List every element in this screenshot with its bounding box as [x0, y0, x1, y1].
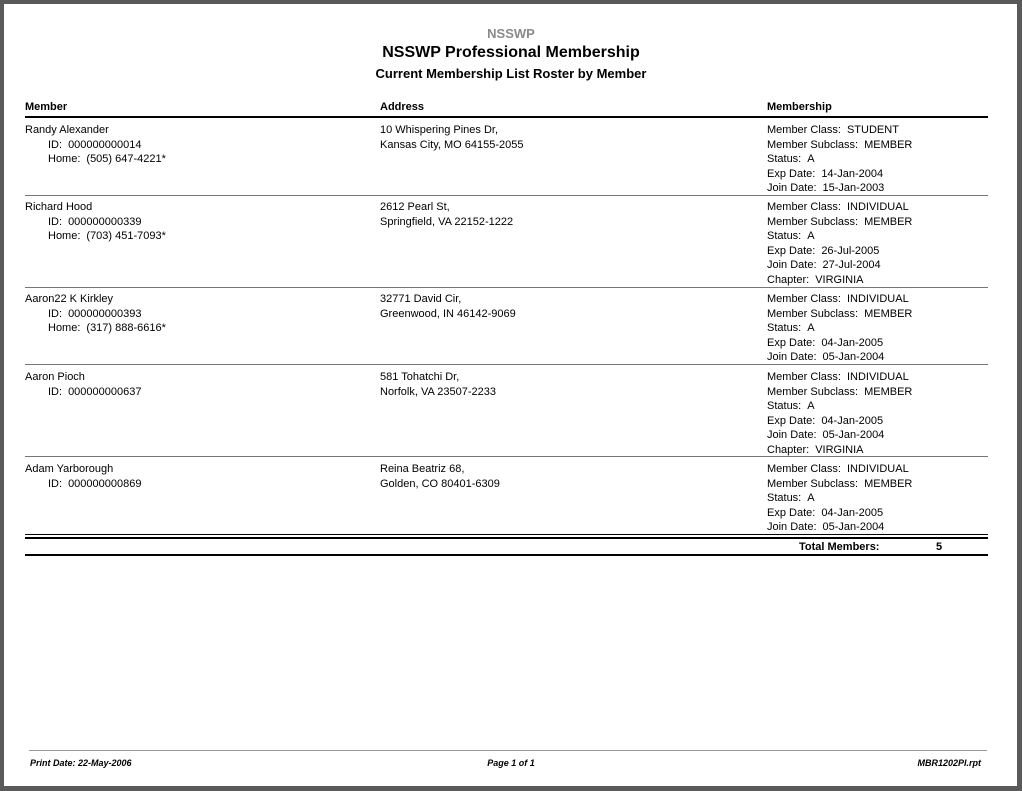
- member-id-label: ID:: [48, 477, 63, 490]
- exp-date: [767, 336, 987, 351]
- member-class-label: Member Class:: [767, 371, 841, 383]
- exp-date-label: Exp Date:: [767, 414, 816, 427]
- member-status-value: A: [807, 230, 815, 242]
- join-date-value: 05-Jan-2004: [822, 429, 885, 441]
- member-id-label: ID:: [48, 307, 63, 320]
- address-line-2: Norfolk, VA 23507-2233: [380, 385, 496, 398]
- join-date-label: Join Date:: [767, 182, 817, 194]
- member-class-value: INDIVIDUAL: [846, 201, 909, 213]
- address-line-2: Greenwood, IN 46142-9069: [380, 307, 516, 320]
- report-subtitle: Current Membership List Roster by Member: [375, 66, 647, 81]
- member-home-phone: [25, 152, 355, 167]
- print-date: Print Date: 22-May-2006: [30, 758, 132, 768]
- member-id-label: ID:: [48, 138, 63, 151]
- member-name: Richard Hood: [25, 201, 93, 213]
- member-status-value: A: [807, 400, 815, 412]
- membership-cell: [767, 200, 987, 287]
- total-members-label: Total Members:: [799, 541, 880, 553]
- totals-bottom-rule: [25, 554, 988, 556]
- exp-date-value: 26-Jul-2005: [821, 244, 880, 257]
- column-header-member: Member: [25, 101, 68, 113]
- address-line-1: Reina Beatriz 68,: [380, 463, 465, 475]
- member-status-value: A: [807, 492, 815, 504]
- member-id: [25, 385, 355, 400]
- member-home-phone: [25, 321, 355, 336]
- member-status-label: Status:: [767, 400, 802, 412]
- member-id-label: ID:: [48, 385, 63, 398]
- address-cell: [380, 200, 740, 229]
- member-class-value: INDIVIDUAL: [846, 371, 909, 383]
- member-id: [25, 477, 355, 492]
- join-date: [767, 428, 987, 443]
- member-id-value: 000000000637: [68, 385, 142, 398]
- address-line-2: Springfield, VA 22152-1222: [380, 215, 514, 228]
- member-subclass-value: MEMBER: [864, 307, 913, 320]
- exp-date-label: Exp Date:: [767, 336, 816, 349]
- member-subclass-value: MEMBER: [864, 385, 913, 398]
- exp-date-label: Exp Date:: [767, 167, 816, 180]
- member-status: [767, 152, 987, 167]
- member-home-value: (703) 451-7093*: [86, 230, 166, 242]
- chapter-label: Chapter:: [767, 443, 810, 456]
- member-class: [767, 200, 987, 215]
- member-status-label: Status:: [767, 322, 802, 334]
- chapter-value: VIRGINIA: [815, 273, 864, 286]
- address-line-1: 32771 David Cir,: [380, 293, 462, 305]
- join-date-value: 05-Jan-2004: [822, 351, 885, 363]
- member-subclass: [767, 385, 987, 400]
- membership-cell: [767, 462, 987, 535]
- member-class-value: INDIVIDUAL: [846, 463, 909, 475]
- page-number: Page 1 of 1: [487, 758, 535, 768]
- member-home-value: (317) 888-6616*: [86, 322, 166, 334]
- totals-top-thin-rule: [25, 534, 988, 535]
- member-id-value: 000000000014: [68, 138, 142, 151]
- row-separator: [25, 287, 988, 288]
- member-status: [767, 491, 987, 506]
- member-status: [767, 229, 987, 244]
- member-subclass-label: Member Subclass:: [767, 307, 859, 320]
- member-class-value: INDIVIDUAL: [846, 293, 909, 305]
- join-date-value: 15-Jan-2003: [822, 182, 885, 194]
- join-date: [767, 258, 987, 273]
- exp-date: [767, 244, 987, 259]
- exp-date: [767, 167, 987, 182]
- member-class-value: STUDENT: [846, 124, 899, 136]
- address-line-1: 10 Whispering Pines Dr,: [380, 124, 498, 136]
- exp-date-value: 14-Jan-2004: [821, 167, 884, 180]
- member-subclass-label: Member Subclass:: [767, 215, 859, 228]
- member-status-value: A: [807, 153, 815, 165]
- member-class-label: Member Class:: [767, 124, 841, 136]
- member-class-label: Member Class:: [767, 201, 841, 213]
- member-id-label: ID:: [48, 215, 63, 228]
- address-cell: [380, 292, 740, 321]
- chapter: [767, 273, 987, 288]
- join-date-label: Join Date:: [767, 259, 817, 271]
- report-title: NSSWP Professional Membership: [382, 44, 640, 61]
- address-cell: [380, 370, 740, 399]
- column-header-address: Address: [380, 101, 425, 113]
- member-name: Aaron22 K Kirkley: [25, 293, 114, 305]
- member-class: [767, 462, 987, 477]
- totals-top-rule: [25, 537, 988, 539]
- footer-rule: [29, 750, 987, 751]
- member-subclass-label: Member Subclass:: [767, 138, 859, 151]
- member-subclass: [767, 477, 987, 492]
- row-separator: [25, 195, 988, 196]
- exp-date-value: 04-Jan-2005: [821, 336, 884, 349]
- member-status-label: Status:: [767, 492, 802, 504]
- member-subclass: [767, 307, 987, 322]
- header-rule: [25, 116, 988, 118]
- chapter: [767, 443, 987, 458]
- join-date: [767, 181, 987, 196]
- member-subclass-label: Member Subclass:: [767, 477, 859, 490]
- address-cell: [380, 123, 740, 152]
- member-status: [767, 399, 987, 414]
- exp-date: [767, 506, 987, 521]
- member-home-label: Home:: [48, 322, 81, 334]
- member-name: Aaron Pioch: [25, 371, 85, 383]
- member-id-value: 000000000339: [68, 215, 142, 228]
- chapter-label: Chapter:: [767, 273, 810, 286]
- join-date: [767, 520, 987, 535]
- member-cell: [25, 462, 355, 491]
- member-id: [25, 138, 355, 153]
- join-date-value: 27-Jul-2004: [822, 259, 881, 271]
- member-subclass: [767, 138, 987, 153]
- total-members-value: 5: [936, 541, 943, 553]
- chapter-value: VIRGINIA: [815, 443, 864, 456]
- member-class-label: Member Class:: [767, 293, 841, 305]
- member-cell: [25, 200, 355, 244]
- membership-cell: [767, 292, 987, 365]
- address-line-1: 2612 Pearl St,: [380, 201, 450, 213]
- address-line-2: Golden, CO 80401-6309: [380, 477, 500, 490]
- row-separator: [25, 364, 988, 365]
- member-cell: [25, 292, 355, 336]
- member-id: [25, 307, 355, 322]
- member-class: [767, 292, 987, 307]
- member-name: Adam Yarborough: [25, 463, 114, 475]
- member-subclass-label: Member Subclass:: [767, 385, 859, 398]
- member-home-phone: [25, 229, 355, 244]
- membership-cell: [767, 123, 987, 196]
- member-id: [25, 215, 355, 230]
- member-subclass-value: MEMBER: [864, 477, 913, 490]
- join-date-label: Join Date:: [767, 429, 817, 441]
- exp-date: [767, 414, 987, 429]
- organization-name: NSSWP: [487, 26, 535, 41]
- member-class: [767, 123, 987, 138]
- join-date-value: 05-Jan-2004: [822, 521, 885, 533]
- member-subclass: [767, 215, 987, 230]
- row-separator: [25, 456, 988, 457]
- member-name: Randy Alexander: [25, 124, 109, 136]
- address-line-2: Kansas City, MO 64155-2055: [380, 138, 524, 151]
- exp-date-value: 04-Jan-2005: [821, 506, 884, 519]
- address-line-1: 581 Tohatchi Dr,: [380, 371, 460, 383]
- member-status-label: Status:: [767, 153, 802, 165]
- member-home-value: (505) 647-4221*: [86, 153, 166, 165]
- exp-date-value: 04-Jan-2005: [821, 414, 884, 427]
- member-status: [767, 321, 987, 336]
- member-class: [767, 370, 987, 385]
- member-subclass-value: MEMBER: [864, 215, 913, 228]
- member-cell: [25, 370, 355, 399]
- join-date: [767, 350, 987, 365]
- member-subclass-value: MEMBER: [864, 138, 913, 151]
- member-home-label: Home:: [48, 153, 81, 165]
- address-cell: [380, 462, 740, 491]
- join-date-label: Join Date:: [767, 521, 817, 533]
- report-file-name: MBR1202PI.rpt: [917, 758, 981, 768]
- member-id-value: 000000000869: [68, 477, 142, 490]
- membership-cell: [767, 370, 987, 457]
- member-home-label: Home:: [48, 230, 81, 242]
- member-status-value: A: [807, 322, 815, 334]
- member-status-label: Status:: [767, 230, 802, 242]
- member-class-label: Member Class:: [767, 463, 841, 475]
- join-date-label: Join Date:: [767, 351, 817, 363]
- member-id-value: 000000000393: [68, 307, 142, 320]
- exp-date-label: Exp Date:: [767, 506, 816, 519]
- exp-date-label: Exp Date:: [767, 244, 816, 257]
- member-cell: [25, 123, 355, 167]
- column-header-membership: Membership: [767, 101, 832, 113]
